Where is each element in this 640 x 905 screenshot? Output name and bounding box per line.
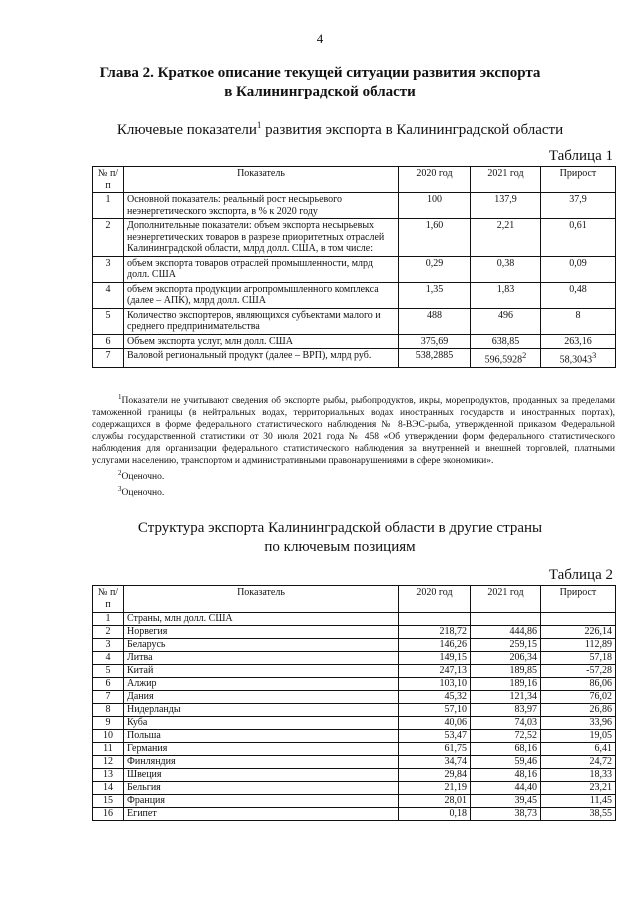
country-name: Нидерланды — [124, 704, 399, 717]
table-header-row — [93, 586, 616, 613]
section2-title-line2: по ключевым позициям — [264, 539, 416, 555]
value-2020: 53,47 — [399, 730, 471, 743]
value-2020: 1,35 — [399, 282, 471, 308]
row-number: 4 — [93, 282, 124, 308]
table-row — [93, 691, 616, 704]
value-2021: 72,52 — [471, 730, 541, 743]
value-2020: 0,18 — [399, 808, 471, 821]
table1-label: Таблица 1 — [548, 148, 613, 164]
indicator-name: Объем экспорта услуг, млн долл. США — [124, 334, 399, 349]
value-2020: 29,84 — [399, 769, 471, 782]
table-row — [93, 717, 616, 730]
value-2021: 38,73 — [471, 808, 541, 821]
value-2020: 149,15 — [399, 652, 471, 665]
value-2021: 0,38 — [496, 257, 515, 269]
table-row — [93, 769, 616, 782]
table-row — [93, 626, 616, 639]
value-2021-footnote-ref: 2 — [522, 351, 527, 360]
value-2020: 218,72 — [399, 626, 471, 639]
table-row — [93, 756, 616, 769]
value-2020: 146,26 — [399, 639, 471, 652]
growth-value: 11,45 — [541, 795, 616, 808]
country-name: Страны, млн долл. США — [124, 613, 399, 626]
value-2021-cell — [471, 219, 541, 257]
indicator-name: Валовой региональный продукт (далее – ВРП), млрд руб. — [124, 349, 399, 368]
value-2021 — [471, 613, 541, 626]
growth-value: 57,18 — [541, 652, 616, 665]
indicator-name: Количество экспортеров, являющихся субъектами малого и среднего предпринимательства — [124, 308, 399, 334]
key-indicators-table — [92, 166, 616, 368]
footnote-1-text: Показатели не учитывают сведения об экспорте рыбы, рыбопродуктов, икры, морепродуктов, проданных за пределами таможенной границы (в нейтральных водах, территориальных водах иностранных государств и иностранных портах), содержащихся в форме федерального статистического наблюдения № 8-ВЭС-рыба, утвержденной приказом Федеральной службы государственной статистики от 30 июля 2021 года № 458 «Об утверждении форм федерального статистического наблюдения для организации федерального статистического наблюдения за внутренней и внешней торговлей, платными услугами населению, транспортом и административными правонарушениями в сфере экономики». — [92, 396, 615, 467]
growth-cell — [541, 349, 616, 368]
row-number: 16 — [93, 808, 124, 821]
value-2021: 189,85 — [471, 665, 541, 678]
growth-value: 33,96 — [541, 717, 616, 730]
growth-footnote-ref: 3 — [592, 351, 597, 360]
growth-value: 8 — [575, 309, 581, 321]
value-2021: 59,46 — [471, 756, 541, 769]
table-row — [93, 808, 616, 821]
country-name: Польша — [124, 730, 399, 743]
col-header-growth: Прирост — [541, 586, 616, 613]
growth-value: 0,61 — [569, 220, 587, 231]
footnote-3 — [92, 483, 615, 499]
col-header-2021: 2021 год — [471, 586, 541, 613]
growth-cell — [541, 334, 616, 349]
export-structure-table — [92, 585, 616, 821]
country-name: Беларусь — [124, 639, 399, 652]
table-row — [93, 652, 616, 665]
country-name: Франция — [124, 795, 399, 808]
col-header-num: № п/п — [93, 586, 124, 613]
row-number: 5 — [93, 308, 124, 334]
row-number: 2 — [93, 219, 124, 257]
growth-value: 19,05 — [541, 730, 616, 743]
table-row — [93, 795, 616, 808]
row-number: 1 — [93, 193, 124, 219]
chapter-title-line1: Глава 2. Краткое описание текущей ситуации развития экспорта — [99, 65, 541, 81]
value-2021: 1,83 — [496, 283, 515, 295]
growth-value — [541, 613, 616, 626]
growth-value: 26,86 — [541, 704, 616, 717]
row-number: 6 — [93, 678, 124, 691]
table-row — [93, 665, 616, 678]
row-number: 3 — [93, 639, 124, 652]
table-row — [93, 193, 616, 219]
growth-value: -57,28 — [541, 665, 616, 678]
row-number: 11 — [93, 743, 124, 756]
table-row — [93, 678, 616, 691]
growth-cell — [541, 308, 616, 334]
growth-value: 0,48 — [569, 283, 587, 295]
growth-value: 24,72 — [541, 756, 616, 769]
growth-value: 23,21 — [541, 782, 616, 795]
country-name: Дания — [124, 691, 399, 704]
value-2021: 444,86 — [471, 626, 541, 639]
country-name: Финляндия — [124, 756, 399, 769]
footnote-2 — [92, 467, 615, 483]
row-number: 2 — [93, 626, 124, 639]
country-name: Норвегия — [124, 626, 399, 639]
table-row — [93, 334, 616, 349]
value-2021: 83,97 — [471, 704, 541, 717]
table-row — [93, 639, 616, 652]
row-number: 8 — [93, 704, 124, 717]
row-number: 5 — [93, 665, 124, 678]
growth-value: 263,16 — [564, 335, 592, 347]
row-number: 6 — [93, 334, 124, 349]
row-number: 13 — [93, 769, 124, 782]
footnote-3-text: Оценочно. — [121, 488, 165, 499]
row-number: 1 — [93, 613, 124, 626]
footnote-3-mark: 3 — [118, 485, 122, 494]
footnote-2-mark: 2 — [118, 469, 122, 478]
table-row — [93, 282, 616, 308]
growth-cell — [541, 256, 616, 282]
col-header-2020: 2020 год — [399, 167, 471, 193]
value-2020: 57,10 — [399, 704, 471, 717]
growth-cell — [541, 282, 616, 308]
value-2021: 48,16 — [471, 769, 541, 782]
growth-cell — [541, 193, 616, 219]
country-name: Германия — [124, 743, 399, 756]
value-2021-cell — [471, 282, 541, 308]
country-name: Алжир — [124, 678, 399, 691]
col-header-indicator: Показатель — [124, 167, 399, 193]
table2-label: Таблица 2 — [548, 567, 613, 583]
table-row — [93, 308, 616, 334]
chapter-title-line2: в Калининградской области — [224, 84, 416, 100]
growth-value: 0,09 — [569, 257, 587, 269]
value-2021: 68,16 — [471, 743, 541, 756]
indicator-name: Дополнительные показатели: объем экспорта несырьевых неэнергетических товаров в разрезе приоритетных отраслей Калининградской области, млрд долл. США, в том числе: — [124, 219, 399, 257]
value-2021: 39,45 — [471, 795, 541, 808]
table-row — [93, 730, 616, 743]
value-2020: 1,60 — [399, 219, 471, 257]
value-2020: 45,32 — [399, 691, 471, 704]
value-2020 — [399, 613, 471, 626]
growth-value: 37,9 — [569, 194, 587, 205]
table-row — [93, 613, 616, 626]
value-2021-cell — [471, 334, 541, 349]
row-number: 12 — [93, 756, 124, 769]
table-row — [93, 704, 616, 717]
growth-value: 38,55 — [541, 808, 616, 821]
table-row — [93, 349, 616, 368]
country-name: Куба — [124, 717, 399, 730]
row-number: 7 — [93, 691, 124, 704]
value-2021: 137,9 — [494, 194, 517, 205]
growth-value: 86,06 — [541, 678, 616, 691]
value-2021: 2,21 — [496, 220, 515, 231]
country-name: Бельгия — [124, 782, 399, 795]
indicator-name: объем экспорта продукции агропромышленного комплекса (далее – АПК), млрд долл. США — [124, 282, 399, 308]
value-2021: 74,03 — [471, 717, 541, 730]
col-header-num: № п/п — [93, 167, 124, 193]
value-2021-cell — [471, 349, 541, 368]
value-2021: 259,15 — [471, 639, 541, 652]
footnote-ref-1: 1 — [256, 120, 262, 130]
table-row — [93, 782, 616, 795]
value-2020: 61,75 — [399, 743, 471, 756]
section1-title — [60, 116, 620, 140]
footnotes — [92, 391, 615, 499]
growth-value: 58,3043 — [559, 354, 593, 366]
section2-title — [60, 519, 620, 557]
footnote-2-text: Оценочно. — [121, 472, 165, 483]
chapter-title — [80, 64, 560, 102]
value-2020: 488 — [399, 308, 471, 334]
value-2021: 496 — [498, 309, 513, 321]
row-number: 14 — [93, 782, 124, 795]
col-header-2020: 2020 год — [399, 586, 471, 613]
table-row — [93, 743, 616, 756]
row-number: 9 — [93, 717, 124, 730]
indicator-name: Основной показатель: реальный рост несырьевого неэнергетического экспорта, в % к 2020 году — [124, 193, 399, 219]
table-header-row — [93, 167, 616, 193]
value-2021-cell — [471, 193, 541, 219]
growth-cell — [541, 219, 616, 257]
section1-title-text: Ключевые показатели — [116, 122, 257, 138]
row-number: 4 — [93, 652, 124, 665]
value-2021-cell — [471, 308, 541, 334]
value-2021: 44,40 — [471, 782, 541, 795]
growth-value: 6,41 — [541, 743, 616, 756]
value-2020: 34,74 — [399, 756, 471, 769]
value-2020: 538,2885 — [399, 349, 471, 368]
value-2020: 40,06 — [399, 717, 471, 730]
value-2020: 103,10 — [399, 678, 471, 691]
row-number: 7 — [93, 349, 124, 368]
table-row — [93, 219, 616, 257]
page-number: 4 — [316, 31, 324, 46]
value-2020: 100 — [399, 193, 471, 219]
country-name: Швеция — [124, 769, 399, 782]
value-2021: 121,34 — [471, 691, 541, 704]
row-number: 15 — [93, 795, 124, 808]
value-2020: 247,13 — [399, 665, 471, 678]
col-header-growth: Прирост — [541, 167, 616, 193]
col-header-indicator: Показатель — [124, 586, 399, 613]
indicator-name: объем экспорта товаров отраслей промышленности, млрд долл. США — [124, 256, 399, 282]
section2-title-line1: Структура экспорта Калининградской области в другие страны — [137, 520, 543, 536]
value-2021: 206,34 — [471, 652, 541, 665]
value-2021-cell — [471, 256, 541, 282]
footnote-1 — [92, 391, 615, 467]
value-2020: 0,29 — [399, 256, 471, 282]
value-2020: 28,01 — [399, 795, 471, 808]
table-row — [93, 256, 616, 282]
value-2021: 638,85 — [491, 335, 520, 347]
growth-value: 226,14 — [541, 626, 616, 639]
section1-title-rest: развития экспорта в Калининградской области — [261, 122, 564, 138]
col-header-2021: 2021 год — [471, 167, 541, 193]
growth-value: 112,89 — [541, 639, 616, 652]
value-2020: 21,19 — [399, 782, 471, 795]
growth-value: 76,02 — [541, 691, 616, 704]
country-name: Китай — [124, 665, 399, 678]
row-number: 10 — [93, 730, 124, 743]
country-name: Египет — [124, 808, 399, 821]
growth-value: 18,33 — [541, 769, 616, 782]
value-2020: 375,69 — [399, 334, 471, 349]
footnote-1-mark: 1 — [118, 393, 122, 401]
value-2021: 189,16 — [471, 678, 541, 691]
row-number: 3 — [93, 256, 124, 282]
value-2021: 596,5928 — [484, 354, 523, 366]
country-name: Литва — [124, 652, 399, 665]
